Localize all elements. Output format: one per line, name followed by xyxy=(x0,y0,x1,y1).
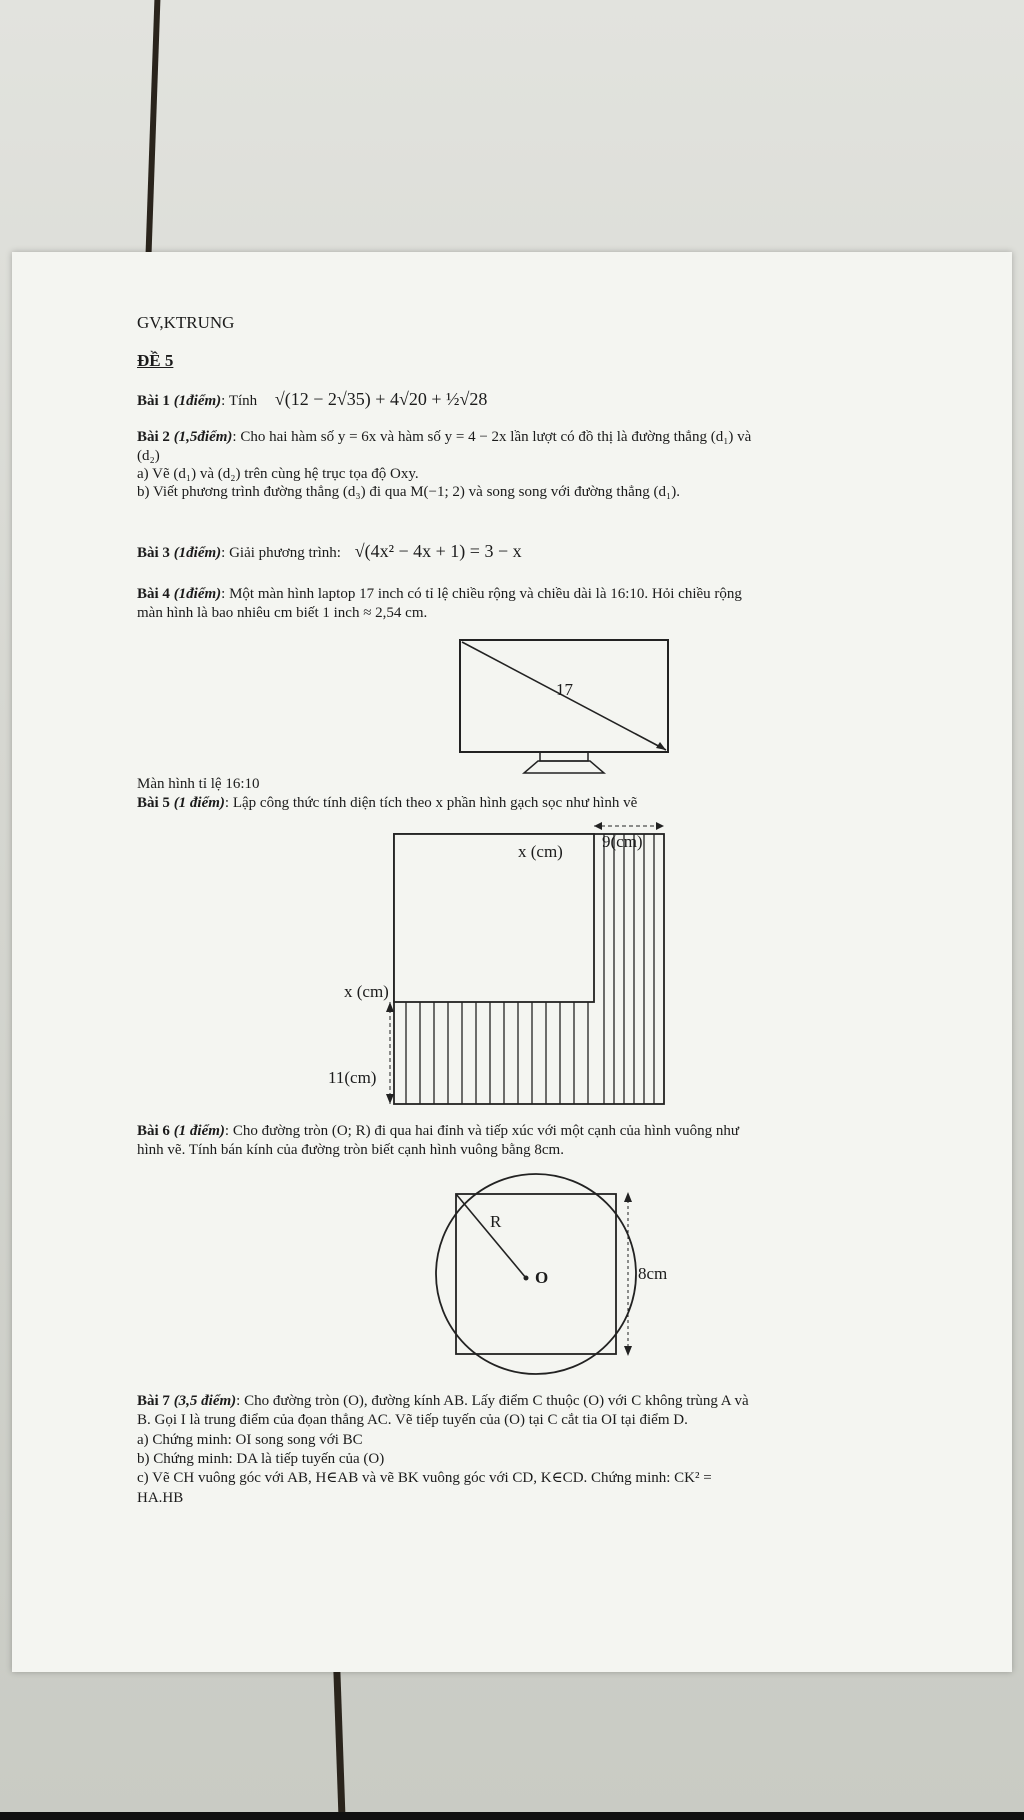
circle-square-figure xyxy=(416,1172,646,1382)
bai7-part-a: a) Chứng minh: OI song song với BC xyxy=(137,1432,363,1448)
bai7-line xyxy=(137,1392,749,1410)
center-point xyxy=(524,1276,529,1281)
hatch-vertical-strip xyxy=(604,834,654,1002)
bai4-line xyxy=(137,585,742,603)
dim-11cm-arrow-top xyxy=(386,1002,394,1012)
bai6-label: Bài 6 xyxy=(137,1123,174,1139)
exam-sheet xyxy=(12,252,1012,1672)
label-O: O xyxy=(535,1268,549,1287)
label-9cm: 9(cm) xyxy=(602,832,643,851)
dim-9cm-arrow-right xyxy=(656,822,664,830)
bai2-text-cont: (d₂) xyxy=(137,448,160,464)
label-8cm: 8cm xyxy=(638,1264,668,1283)
bai3-line xyxy=(137,542,522,562)
bai6-points: (1 điểm) xyxy=(173,1123,225,1139)
screen-base xyxy=(524,761,604,773)
label-x-left: x (cm) xyxy=(344,982,389,1001)
bai7-points: (3,5 điểm) xyxy=(173,1393,237,1409)
bai2-label: Bài 2 xyxy=(137,429,174,445)
bai3-label: Bài 3 xyxy=(137,545,174,561)
bai1-label: Bài 1 xyxy=(137,393,174,409)
bai1-line xyxy=(137,390,487,410)
label-11cm: 11(cm) xyxy=(328,1068,377,1087)
dim-8cm-arrow-bottom xyxy=(624,1346,632,1356)
bai6-text-cont: hình vẽ. Tính bán kính của đường tròn biết cạnh hình vuông bằng 8cm. xyxy=(137,1142,564,1158)
bai6-text: : Cho đường tròn (O; R) đi qua hai đỉnh và tiếp xúc với một cạnh của hình vuông như xyxy=(224,1123,740,1139)
bai5-points: (1 điểm) xyxy=(173,795,225,811)
label-x-top: x (cm) xyxy=(518,842,563,861)
bai7-text: : Cho đường tròn (O), đường kính AB. Lấy điểm C thuộc (O) với C không trùng A và xyxy=(236,1393,749,1409)
bai7-part-c: c) Vẽ CH vuông góc với AB, H∈AB và vẽ BK vuông góc với CD, K∈CD. Chứng minh: CK² = xyxy=(137,1470,712,1486)
bai4-label: Bài 4 xyxy=(137,586,174,602)
hatch-horizontal-strip xyxy=(406,1002,654,1104)
bai5-text: : Lập công thức tính diện tích theo x phần hình gạch sọc như hình vẽ xyxy=(224,795,638,811)
laptop-caption: Màn hình tỉ lệ 16:10 xyxy=(137,776,260,792)
teacher-name: GV,KTRUNG xyxy=(137,313,235,332)
bai2-part-b: b) Viết phương trình đường thẳng (d₃) đi qua M(−1; 2) và song song với đường thẳng (d₁). xyxy=(137,484,680,500)
label-R: R xyxy=(490,1212,502,1231)
bai2-part-a: a) Vẽ (d₁) và (d₂) trên cùng hệ trục tọa độ Oxy. xyxy=(137,466,419,482)
bai6-line xyxy=(137,1122,739,1140)
radius-line xyxy=(456,1194,526,1278)
diagonal-arrowhead xyxy=(656,742,666,750)
dim-9cm-arrow-left xyxy=(594,822,602,830)
bai1-expression: √(12 − 2√35) + 4√20 + ½√28 xyxy=(274,389,488,409)
bai7-part-b: b) Chứng minh: DA là tiếp tuyến của (O) xyxy=(137,1451,385,1467)
bai1-points: (1điểm) xyxy=(173,393,222,409)
dim-11cm-arrow-bottom xyxy=(386,1094,394,1104)
bai3-text: : Giải phương trình: xyxy=(221,545,341,561)
diagonal-label: 17 xyxy=(556,680,573,699)
bai4-points: (1điểm) xyxy=(173,586,222,602)
bai3-points: (1điểm) xyxy=(173,545,222,561)
inner-square xyxy=(394,834,594,1002)
bai4-text-cont: màn hình là bao nhiêu cm biết 1 inch ≈ 2,54 cm. xyxy=(137,605,428,621)
dim-8cm-arrow-top xyxy=(624,1192,632,1202)
bai7-label: Bài 7 xyxy=(137,1393,174,1409)
bai7-text-cont: B. Gọi I là trung điểm của đọan thẳng AC. Vẽ tiếp tuyến của (O) tại C cắt tia OI tại điểm D. xyxy=(137,1412,688,1428)
bai2-line xyxy=(137,428,751,446)
bai2-text: : Cho hai hàm số y = 6x và hàm số y = 4 − 2x lần lượt có đồ thị là đường thẳng (d₁) và xyxy=(232,429,752,445)
screen-neck xyxy=(540,752,588,761)
bai3-equation: √(4x² − 4x + 1) = 3 − x xyxy=(354,541,522,561)
bai4-text: : Một màn hình laptop 17 inch có tỉ lệ chiều rộng và chiều dài là 16:10. Hỏi chiều rộng xyxy=(221,586,742,602)
exam-title: ĐỀ 5 xyxy=(137,351,174,370)
hatched-area-figure xyxy=(394,834,694,1134)
floor-grout-line xyxy=(0,1812,1024,1820)
bai5-label: Bài 5 xyxy=(137,795,174,811)
bai5-line xyxy=(137,794,637,812)
bai2-points: (1,5điểm) xyxy=(173,429,233,445)
bai1-text: : Tính xyxy=(221,393,258,409)
laptop-screen-figure xyxy=(460,640,680,790)
bai7-part-c-cont: HA.HB xyxy=(137,1490,184,1506)
